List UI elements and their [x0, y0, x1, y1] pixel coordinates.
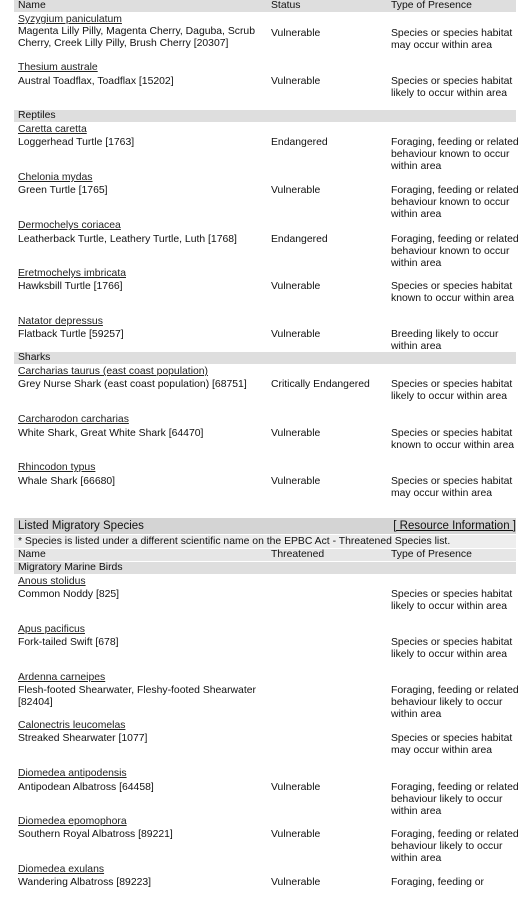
- species-presence: Species or species habitat: [391, 76, 513, 87]
- species-presence: behaviour known to occur: [391, 246, 510, 257]
- migratory-table-header: [16, 549, 516, 561]
- species-scientific-name[interactable]: Diomedea epomophora: [18, 816, 127, 827]
- species-presence: Species or species habitat: [391, 428, 513, 439]
- species-scientific-name[interactable]: Anous stolidus: [18, 576, 86, 587]
- species-status: Vulnerable: [271, 28, 321, 39]
- species-presence: likely to occur within area: [391, 601, 508, 612]
- species-status: Vulnerable: [271, 76, 321, 87]
- species-status: Endangered: [271, 234, 328, 245]
- species-scientific-name[interactable]: Rhincodon typus: [18, 462, 96, 473]
- species-presence: likely to occur within area: [391, 88, 508, 99]
- resource-information-link[interactable]: [ Resource Information ]: [393, 520, 516, 532]
- group-label: Migratory Marine Birds: [18, 562, 123, 573]
- species-common-name: Flatback Turtle [59257]: [18, 329, 124, 340]
- species-status: Critically Endangered: [271, 379, 370, 390]
- species-presence: may occur within area: [391, 488, 493, 499]
- species-common-name: Flesh-footed Shearwater, Fleshy-footed Shearwater: [18, 685, 256, 696]
- section-title: Listed Migratory Species: [18, 520, 144, 532]
- species-common-name: Southern Royal Albatross [89221]: [18, 829, 173, 840]
- species-presence: Species or species habitat: [391, 476, 513, 487]
- species-presence: Foraging, feeding or: [391, 877, 484, 888]
- species-common-name: White Shark, Great White Shark [64470]: [18, 428, 204, 439]
- section-note: [16, 536, 516, 548]
- species-presence: Species or species habitat: [391, 379, 513, 390]
- species-status: Vulnerable: [271, 829, 321, 840]
- column-header-presence: Type of Presence: [391, 0, 472, 11]
- species-presence: within area: [391, 709, 442, 720]
- species-common-name: [82404]: [18, 697, 53, 708]
- species-common-name: Magenta Lilly Pilly, Magenta Cherry, Daguba, Scrub: [18, 26, 255, 37]
- species-common-name: Fork-tailed Swift [678]: [18, 637, 119, 648]
- species-status: Vulnerable: [271, 281, 321, 292]
- species-common-name: Streaked Shearwater [1077]: [18, 733, 148, 744]
- species-common-name: Green Turtle [1765]: [18, 185, 108, 196]
- species-presence: Foraging, feeding or related: [391, 829, 519, 840]
- species-presence: Foraging, feeding or related: [391, 185, 519, 196]
- species-scientific-name[interactable]: Ardenna carneipes: [18, 672, 106, 683]
- species-presence: within area: [391, 258, 442, 269]
- column-header-name: Name: [18, 549, 46, 560]
- species-presence: behaviour known to occur: [391, 149, 510, 160]
- group-label: Sharks: [18, 352, 51, 363]
- species-presence: Foraging, feeding or related: [391, 782, 519, 793]
- species-presence: behaviour likely to occur: [391, 794, 503, 805]
- species-status: Vulnerable: [271, 428, 321, 439]
- species-scientific-name[interactable]: Diomedea antipodensis: [18, 768, 127, 779]
- species-presence: Foraging, feeding or related: [391, 137, 519, 148]
- species-common-name: Common Noddy [825]: [18, 589, 120, 600]
- species-scientific-name[interactable]: Syzygium paniculatum: [18, 14, 122, 25]
- species-common-name: Leatherback Turtle, Leathery Turtle, Luth [1768]: [18, 234, 237, 245]
- species-scientific-name[interactable]: Dermochelys coriacea: [18, 220, 121, 231]
- species-presence: may occur within area: [391, 745, 493, 756]
- species-scientific-name[interactable]: Caretta caretta: [18, 124, 87, 135]
- species-presence: within area: [391, 806, 442, 817]
- species-presence: behaviour likely to occur: [391, 697, 503, 708]
- species-presence: Foraging, feeding or related: [391, 234, 519, 245]
- group-heading-migratory-marine-birds: [16, 562, 516, 574]
- group-heading-reptiles: [16, 110, 516, 122]
- species-common-name: Hawksbill Turtle [1766]: [18, 281, 123, 292]
- species-presence: behaviour known to occur: [391, 197, 510, 208]
- species-presence: within area: [391, 209, 442, 220]
- column-header-threatened: Threatened: [271, 549, 325, 560]
- species-presence: may occur within area: [391, 40, 493, 51]
- species-presence: Breeding likely to occur: [391, 329, 499, 340]
- column-header-presence: Type of Presence: [391, 549, 472, 560]
- column-header-status: Status: [271, 0, 301, 11]
- species-status: Vulnerable: [271, 476, 321, 487]
- species-scientific-name[interactable]: Apus pacificus: [18, 624, 85, 635]
- species-presence: Species or species habitat: [391, 637, 513, 648]
- species-status: Vulnerable: [271, 782, 321, 793]
- species-status: Endangered: [271, 137, 328, 148]
- table-header: [16, 0, 516, 12]
- species-scientific-name[interactable]: Carcharias taurus (east coast population): [18, 366, 209, 377]
- species-common-name: Grey Nurse Shark (east coast population) [68751]: [18, 379, 247, 390]
- group-heading-sharks: [16, 352, 516, 364]
- species-scientific-name[interactable]: Thesium australe: [18, 62, 98, 73]
- species-common-name: Cherry, Creek Lilly Pilly, Brush Cherry [20307]: [18, 38, 229, 49]
- species-presence: likely to occur within area: [391, 649, 508, 660]
- group-label: Reptiles: [18, 110, 56, 121]
- species-presence: within area: [391, 161, 442, 172]
- species-presence: Foraging, feeding or related: [391, 685, 519, 696]
- species-common-name: Loggerhead Turtle [1763]: [18, 137, 135, 148]
- species-presence: Species or species habitat: [391, 28, 513, 39]
- species-presence: known to occur within area: [391, 440, 515, 451]
- species-presence: Species or species habitat: [391, 733, 513, 744]
- species-common-name: Wandering Albatross [89223]: [18, 877, 152, 888]
- species-common-name: Whale Shark [66680]: [18, 476, 116, 487]
- section-title-row: [16, 520, 516, 534]
- species-presence: behaviour likely to occur: [391, 841, 503, 852]
- section-note-text: * Species is listed under a different scientific name on the EPBC Act - Threatened Species list.: [18, 536, 451, 547]
- species-scientific-name[interactable]: Natator depressus: [18, 316, 103, 327]
- species-presence: within area: [391, 341, 442, 352]
- species-scientific-name[interactable]: Carcharodon carcharias: [18, 414, 129, 425]
- species-status: Vulnerable: [271, 877, 321, 888]
- species-scientific-name[interactable]: Calonectris leucomelas: [18, 720, 126, 731]
- species-presence: likely to occur within area: [391, 391, 508, 402]
- species-scientific-name[interactable]: Eretmochelys imbricata: [18, 268, 126, 279]
- species-common-name: Antipodean Albatross [64458]: [18, 782, 154, 793]
- species-status: Vulnerable: [271, 329, 321, 340]
- species-scientific-name[interactable]: Diomedea exulans: [18, 864, 105, 875]
- species-presence: Species or species habitat: [391, 281, 513, 292]
- species-presence: Species or species habitat: [391, 589, 513, 600]
- species-scientific-name[interactable]: Chelonia mydas: [18, 172, 93, 183]
- species-presence: within area: [391, 853, 442, 864]
- species-status: Vulnerable: [271, 185, 321, 196]
- column-header-name: Name: [18, 0, 46, 11]
- species-common-name: Austral Toadflax, Toadflax [15202]: [18, 76, 174, 87]
- species-presence: known to occur within area: [391, 293, 515, 304]
